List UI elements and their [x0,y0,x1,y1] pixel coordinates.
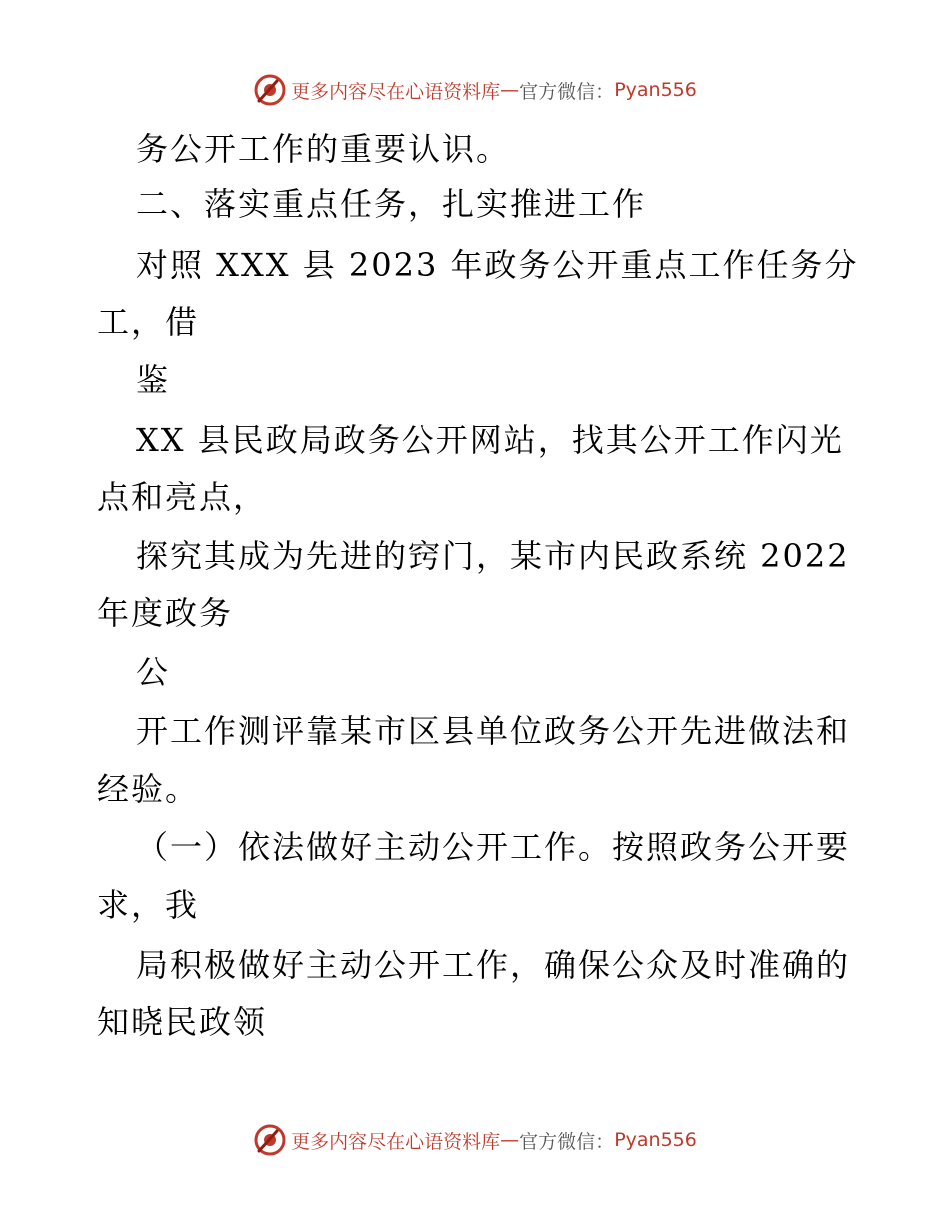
body-line: 工，借 [97,303,200,341]
body-line: 年度政务 [97,594,234,632]
body-line: 经验。 [97,770,200,808]
body-line: 知晓民政领 [97,1003,268,1041]
watermark-main-text: 更多内容尽在心语资料库 [291,80,501,103]
subsection-heading: （一）依法做好主动公开工作。按照政务公开要 [136,828,851,866]
body-line: 对照 XXX 县 2023 年政务公开重点工作任务分 [136,246,859,284]
body-line: XX 县民政局政务公开网站，找其公开工作闪光 [136,421,844,459]
section-heading: 二、落实重点任务，扎实推进工作 [136,185,647,223]
body-line: 务公开工作的重要认识。 [136,130,511,168]
body-line: 开工作测评靠某市区县单位政务公开先进做法和 [136,712,851,750]
footer-watermark [0,1120,950,1160]
watermark-dash: — [500,1129,520,1151]
body-line: 探究其成为先进的窍门，某市内民政系统 2022 [136,537,850,575]
body-line: 局积极做好主动公开工作，确保公众及时准确的 [136,946,851,984]
body-line: 公 [136,653,171,691]
body-line: 点和亮点， [97,478,268,516]
watermark-wechat-id: Pyan556 [614,1129,697,1151]
body-line: 求，我 [97,886,200,924]
watermark-wechat-label: 官方微信： [519,1130,615,1153]
watermark-wechat-label: 官方微信： [519,80,615,103]
pen-circle-logo-icon [253,1123,287,1157]
body-line: 鉴 [136,361,171,399]
watermark-dash: — [500,79,520,101]
watermark-main-text: 更多内容尽在心语资料库 [291,1130,501,1153]
watermark-wechat-id: Pyan556 [614,79,697,101]
